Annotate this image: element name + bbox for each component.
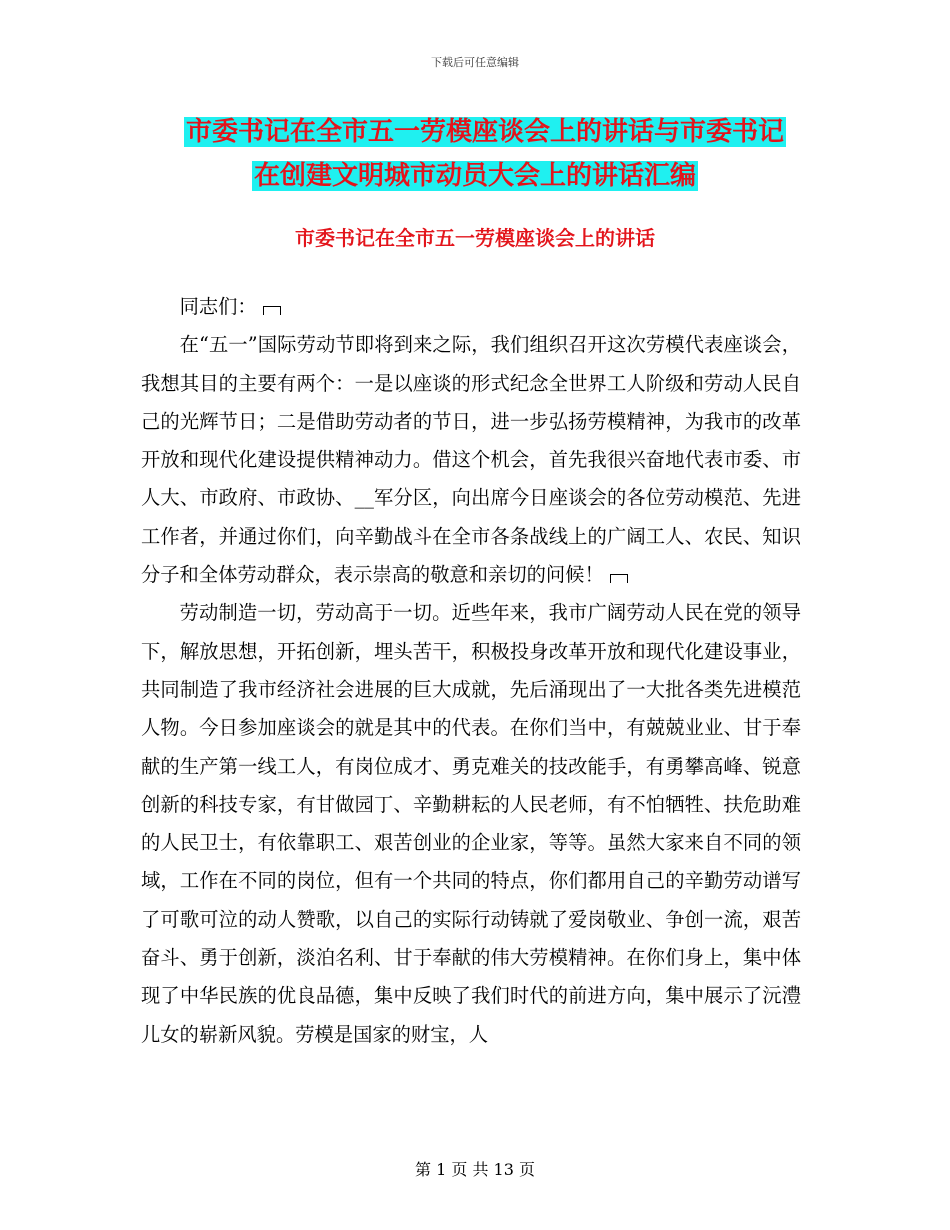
body-text [141,288,801,1054]
title-line-1: 市委书记在全市五一劳模座谈会上的讲话与市委书记 [185,117,784,147]
section-title: 市委书记在全市五一劳模座谈会上的讲话 [295,226,655,250]
paragraph-1: 在“五一”国际劳动节即将到来之际，我们组织召开这次劳模代表座谈会，我想其目的主要有两个：一是以座谈的形式纪念全世界工人阶级和劳动人民自己的光辉节日；二是借助劳动者的节日，进一步弘扬劳模精神，为我市的改革开放和现代化建设提供精神动力。借这个机会，首先我很兴奋地代表市委、市人大、市政府、市政协、__军分区，向出席今日座谈会的各位劳动模范、先进工作者，并通过你们，向辛勤战斗在全市各条战线上的广阔工人、农民、知识分子和全体劳动群众，表示崇高的敬意和亲切的问候！ [141,333,801,587]
page-number: 第 1 页 共 13 页 [415,1160,535,1179]
salutation: 同志们： [141,288,801,326]
title-line-2: 在创建文明城市动员大会上的讲话汇编 [253,161,696,191]
paragraph-mark-icon [263,306,281,315]
header-note: 下载后可任意编辑 [431,56,519,69]
paragraph-mark-icon [610,574,628,583]
paragraph-2: 劳动制造一切，劳动高于一切。近些年来，我市广阔劳动人民在党的领导下，解放思想，开拓创新，埋头苦干，积极投身改革开放和现代化建设事业，共同制造了我市经济社会进展的巨大成就，先后涌现出了一大批各类先进模范人物。今日参加座谈会的就是其中的代表。在你们当中，有兢兢业业、甘于奉献的生产第一线工人，有岗位成才、勇克难关的技改能手，有勇攀高峰、锐意创新的科技专家，有甘做园丁、辛勤耕耘的人民老师，有不怕牺牲、扶危助难的人民卫士，有依靠职工、艰苦创业的企业家，等等。虽然大家来自不同的领域，工作在不同的岗位，但有一个共同的特点，你们都用自己的辛勤劳动谱写了可歌可泣的动人赞歌，以自己的实际行动铸就了爱岗敬业、争创一流，艰苦奋斗、勇于创新，淡泊名利、甘于奉献的伟大劳模精神。在你们身上，集中体现了中华民族的优良品德，集中反映了我们时代的前进方向，集中展示了沅澧儿女的崭新风貌。劳模是国家的财宝，人 [141,601,801,1046]
document-title [0,110,950,198]
